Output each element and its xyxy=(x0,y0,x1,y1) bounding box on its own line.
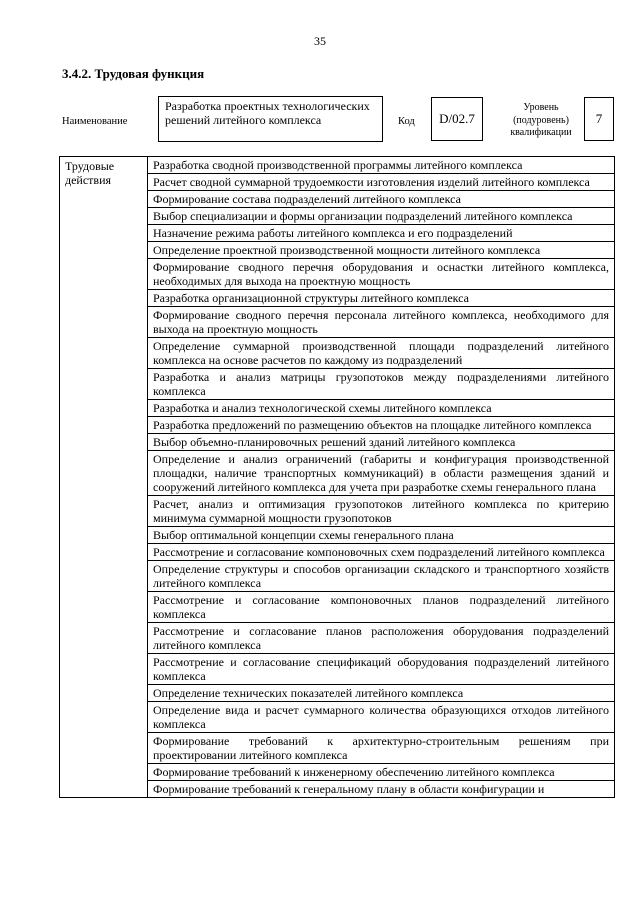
table-row xyxy=(60,157,615,174)
labor-action-item: Рассмотрение и согласование компоновочных планов подразделений литейного комплекса xyxy=(148,592,615,623)
level-value: 7 xyxy=(595,111,603,126)
labor-action-item: Разработка и анализ матрицы грузопотоков между подразделениями литейного комплекса xyxy=(148,369,615,400)
labor-action-item: Расчет, анализ и оптимизация грузопотоков литейного комплекса по критерию минимума суммарной мощности грузопотоков xyxy=(148,496,615,527)
labor-action-item: Формирование требований к архитектурно-строительным решениям при проектировании литейного комплекса xyxy=(148,733,615,764)
code-label: Код xyxy=(398,116,415,127)
labor-action-item: Определение и анализ ограничений (габариты и конфигурация производственной площадки, наличие транспортных коммуникаций) в области размещения зданий и сооружений литейного комплекса для учета при разработке схемы генерального плана xyxy=(148,451,615,496)
labor-action-item: Выбор объемно-планировочных решений зданий литейного комплекса xyxy=(148,434,615,451)
labor-action-item: Назначение режима работы литейного комплекса и его подразделений xyxy=(148,225,615,242)
labor-action-item: Формирование состава подразделений литейного комплекса xyxy=(148,191,615,208)
labor-actions-label: Трудовые действия xyxy=(60,157,148,798)
labor-action-item: Определение вида и расчет суммарного количества образующихся отходов литейного комплекса xyxy=(148,702,615,733)
labor-action-item: Разработка сводной производственной программы литейного комплекса xyxy=(148,157,615,174)
labor-action-item: Определение проектной производственной мощности литейного комплекса xyxy=(148,242,615,259)
labor-actions-table xyxy=(59,156,615,798)
code-value-box xyxy=(431,97,483,141)
page-number: 35 xyxy=(314,34,326,48)
labor-action-item: Формирование сводного перечня оборудования и оснастки литейного комплекса, необходимых для выхода на проектную мощность xyxy=(148,259,615,290)
labor-action-item: Разработка предложений по размещению объектов на площадке литейного комплекса xyxy=(148,417,615,434)
code-value: D/02.7 xyxy=(439,111,475,126)
labor-action-item: Разработка организационной структуры литейного комплекса xyxy=(148,290,615,307)
labor-action-item: Формирование требований к генеральному плану в области конфигурации и xyxy=(148,781,615,798)
section-title: 3.4.2. Трудовая функция xyxy=(62,66,205,81)
labor-action-item: Выбор оптимальной концепции схемы генерального плана xyxy=(148,527,615,544)
labor-action-item: Определение структуры и способов организации складского и транспортного хозяйств литейного комплекса xyxy=(148,561,615,592)
level-label: Уровень (подуровень) квалификации xyxy=(510,102,572,138)
labor-action-item: Формирование требований к инженерному обеспечению литейного комплекса xyxy=(148,764,615,781)
labor-action-item: Определение суммарной производственной площади подразделений литейного комплекса на основе расчетов по каждому из подразделений xyxy=(148,338,615,369)
labor-action-item: Рассмотрение и согласование компоновочных схем подразделений литейного комплекса xyxy=(148,544,615,561)
labor-action-item: Рассмотрение и согласование спецификаций оборудования подразделений литейного комплекса xyxy=(148,654,615,685)
name-value: Разработка проектных технологических решений литейного комплекса xyxy=(165,99,370,127)
name-value-box xyxy=(158,96,383,142)
labor-actions-body xyxy=(60,157,615,798)
labor-action-item: Разработка и анализ технологической схемы литейного комплекса xyxy=(148,400,615,417)
labor-action-item: Выбор специализации и формы организации подразделений литейного комплекса xyxy=(148,208,615,225)
labor-action-item: Формирование сводного перечня персонала литейного комплекса, необходимого для выхода на проектную мощность xyxy=(148,307,615,338)
name-label: Наименование xyxy=(62,116,128,127)
level-value-box xyxy=(584,97,614,141)
labor-action-item: Рассмотрение и согласование планов расположения оборудования подразделений литейного комплекса xyxy=(148,623,615,654)
labor-action-item: Определение технических показателей литейного комплекса xyxy=(148,685,615,702)
labor-action-item: Расчет сводной суммарной трудоемкости изготовления изделий литейного комплекса xyxy=(148,174,615,191)
